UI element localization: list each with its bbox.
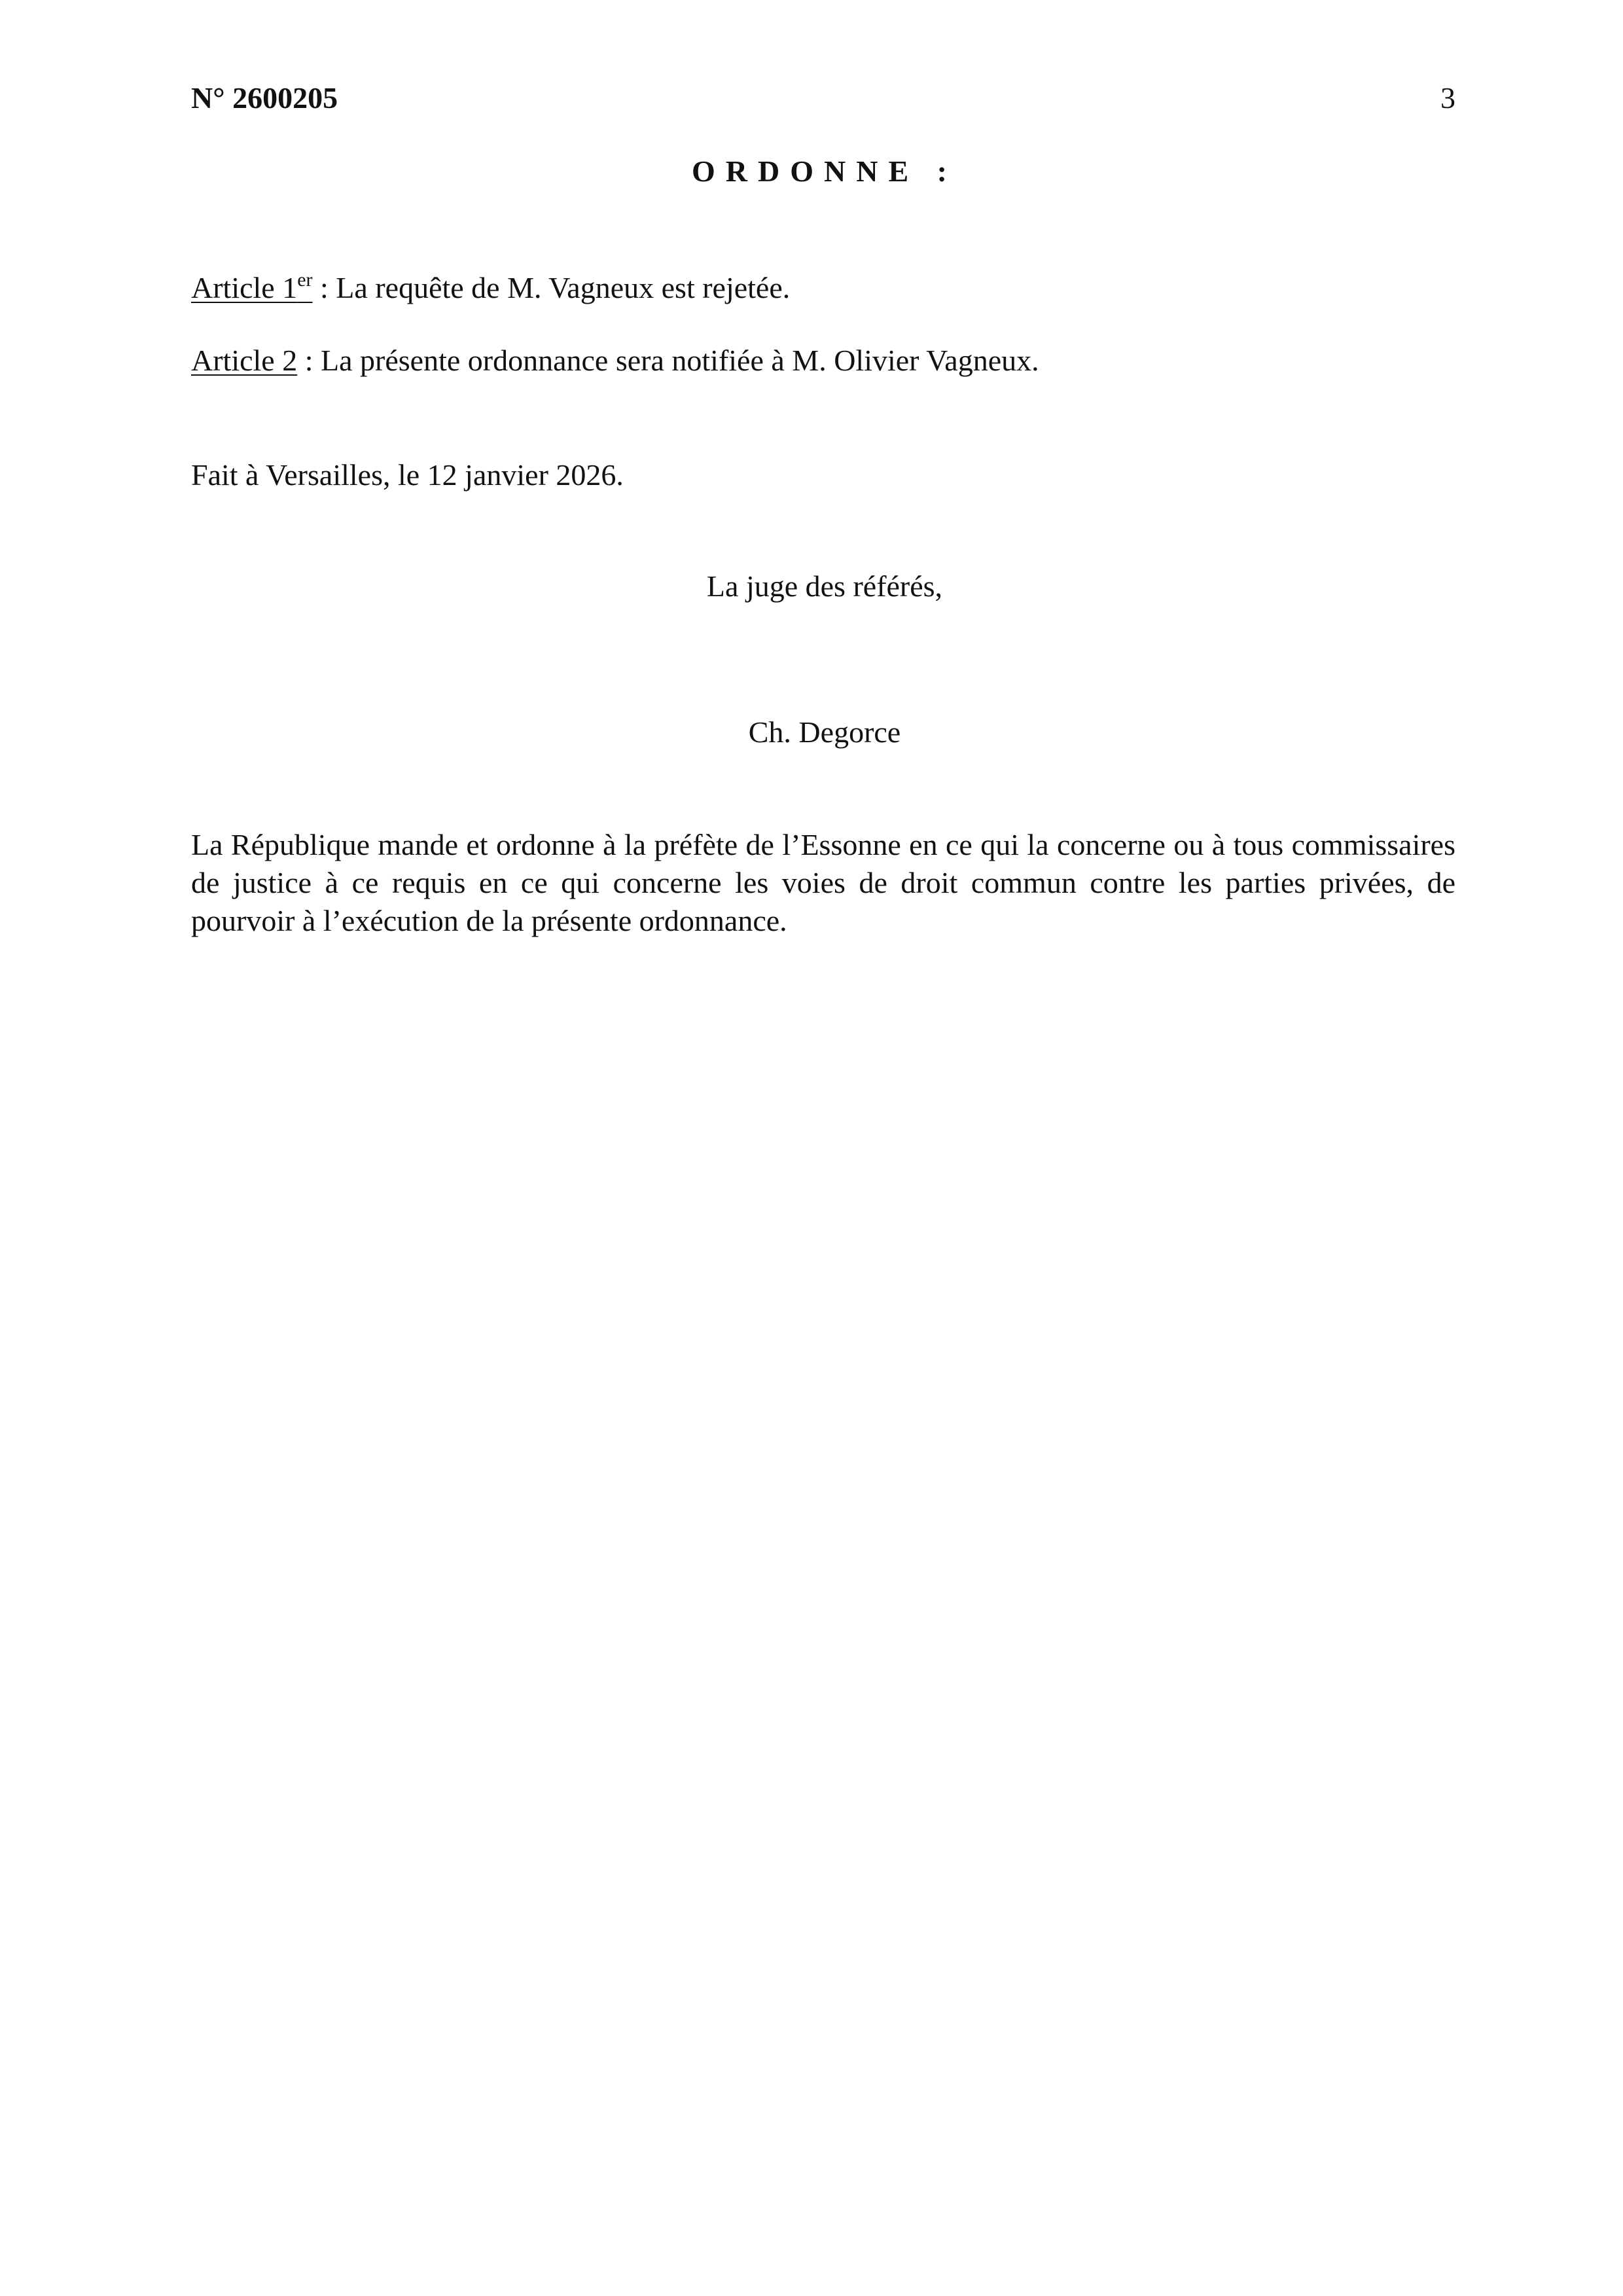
article-2-label: Article 2: [191, 344, 298, 377]
article-1-label: [191, 271, 313, 304]
place-date: Fait à Versailles, le 12 janvier 2026.: [191, 458, 624, 492]
article-1-text: : La requête de M. Vagneux est rejetée.: [312, 271, 791, 304]
article-2-text: : La présente ordonnance sera notifiée à M. Olivier Vagneux.: [297, 344, 1039, 377]
article-1: [191, 267, 790, 309]
page-header: [191, 77, 1455, 119]
page-number: 3: [1440, 81, 1455, 115]
decision-heading: ORDONNE :: [692, 154, 957, 188]
signatory-name: Ch. Degorce: [748, 715, 901, 749]
signatory-title: La juge des référés,: [706, 569, 943, 603]
article-2: [191, 340, 1039, 382]
case-number: N° 2600205: [191, 81, 338, 115]
article-1-label-sup: er: [297, 269, 313, 291]
enforcement-formula: La République mande et ordonne à la préfète de l’Essonne en ce qui la concerne ou à tous commissaires de justice à ce requis en ce qui concerne les voies de droit commun contre les parties privées, de pourvoir à l’exécution de la présente ordonnance.: [191, 828, 1455, 937]
article-1-label-text: Article 1: [191, 271, 298, 304]
